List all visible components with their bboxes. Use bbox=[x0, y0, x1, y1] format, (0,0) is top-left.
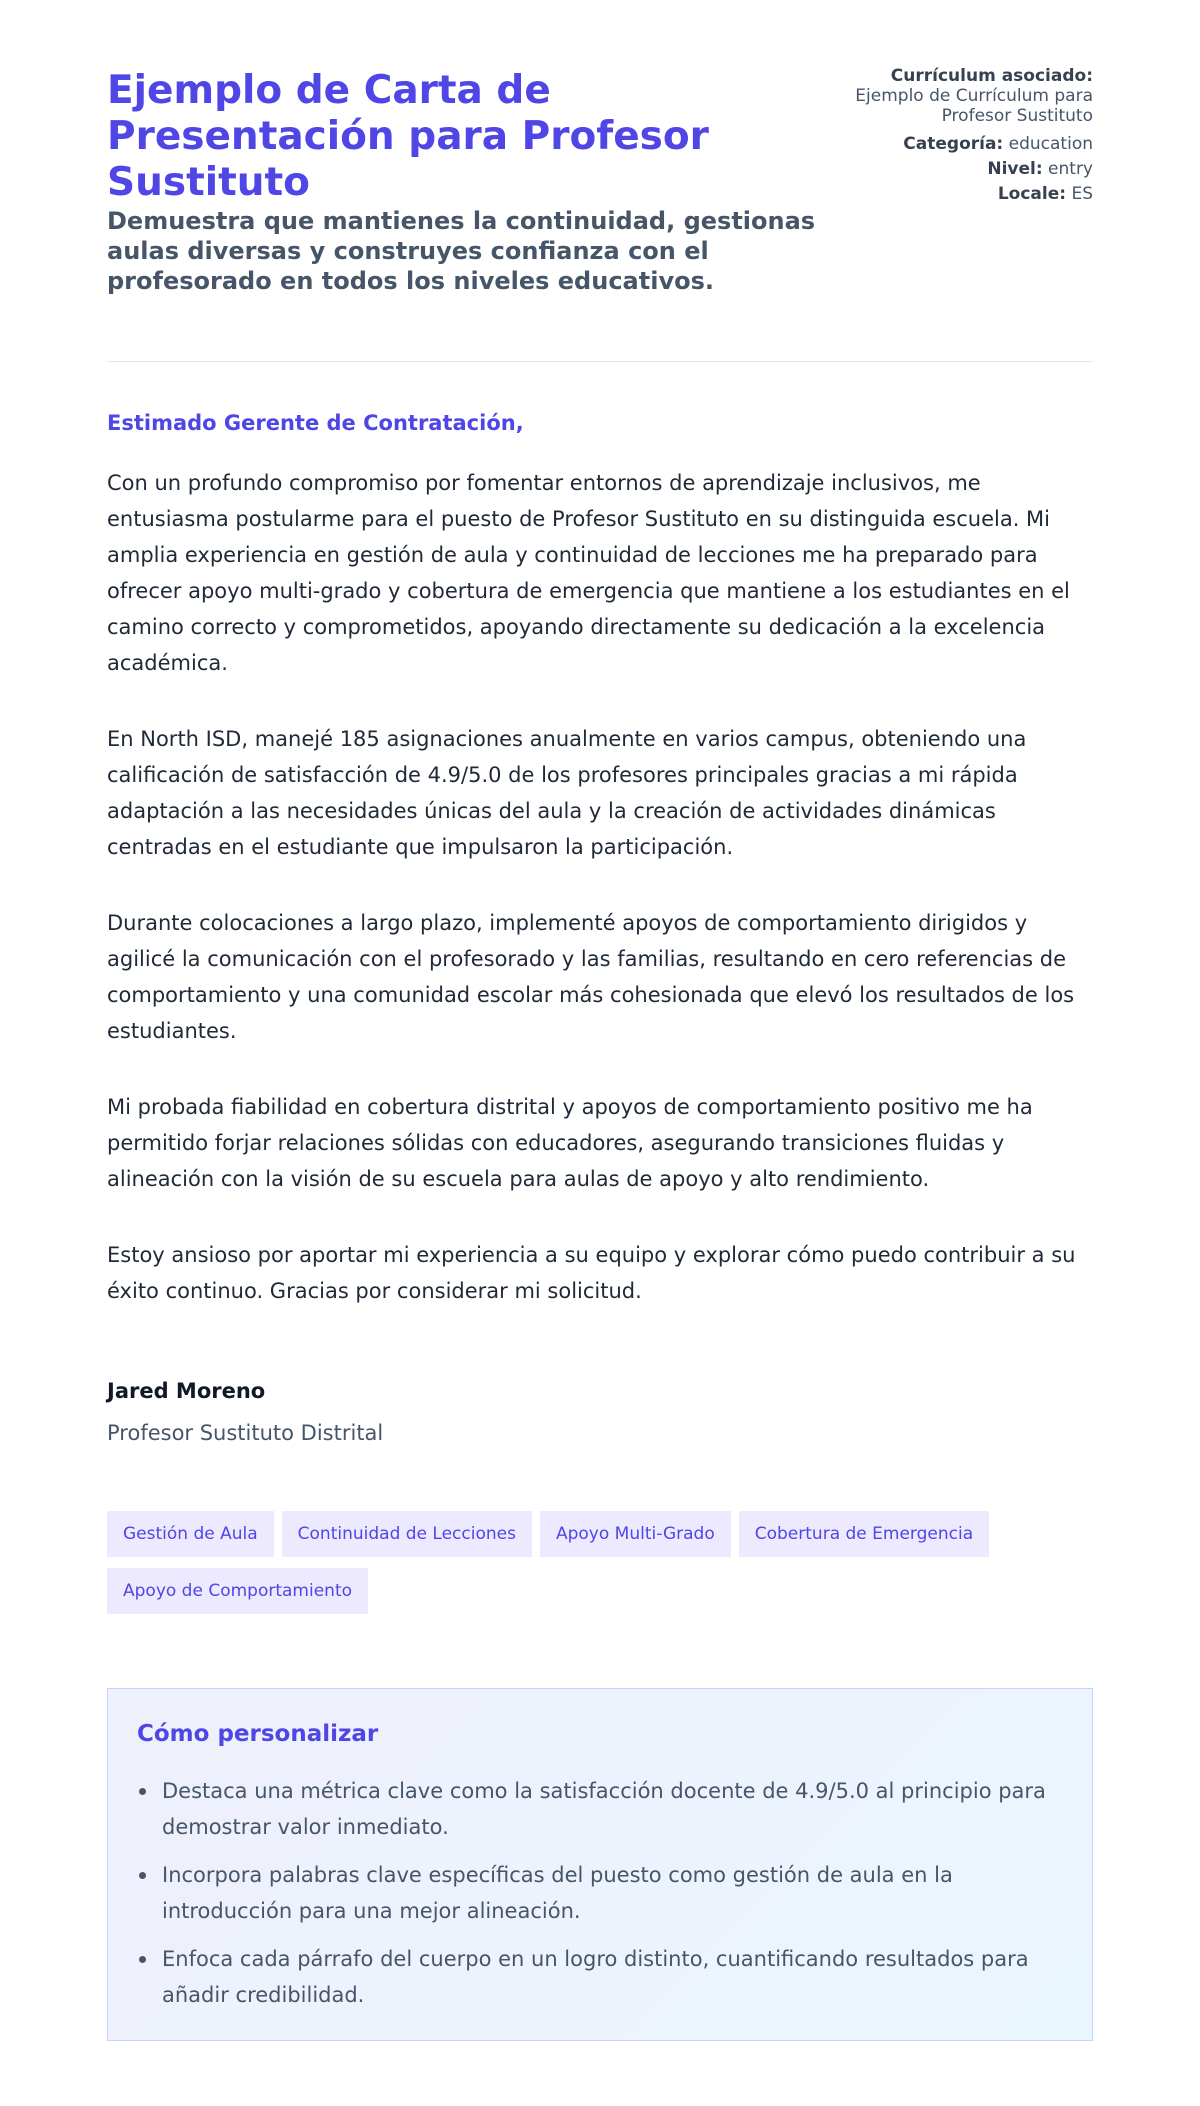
tip-item bbox=[137, 1773, 1057, 1845]
tip-item bbox=[137, 1857, 1057, 1929]
cover-letter-page bbox=[107, 0, 1093, 2007]
meta-level-label: Nivel: bbox=[987, 159, 1043, 179]
skill-tags bbox=[107, 1511, 1093, 1625]
meta-resume-value: Ejemplo de Currículum para Profesor Sustituto bbox=[855, 86, 1093, 126]
bullet-icon bbox=[139, 1872, 146, 1879]
tips-list bbox=[137, 1773, 1057, 2025]
page-title: Ejemplo de Carta de Presentación para Profesor Sustituto bbox=[107, 68, 709, 205]
page-subtitle: Demuestra que mantienes la continuidad, gestionas aulas diversas y construyes confianza con el profesorado en todos los niveles educativos. bbox=[107, 207, 816, 295]
tips-title: Cómo personalizar bbox=[137, 1721, 379, 1747]
skill-tag: Apoyo Multi-Grado bbox=[540, 1511, 731, 1557]
letter-paragraph: En North ISD, manejé 185 asignaciones anualmente en varios campus, obteniendo una calificación de satisfacción de 4.9/5.0 de los profesores principales gracias a mi rápida adaptación a las necesidades únicas del aula y la creación de actividades dinámicas centradas en el estudiante que impulsaron la participación. bbox=[107, 727, 1027, 859]
skill-tag: Apoyo de Comportamiento bbox=[107, 1568, 368, 1614]
skill-tag: Gestión de Aula bbox=[107, 1511, 274, 1557]
meta-locale-label: Locale: bbox=[997, 184, 1067, 204]
meta-associated-resume bbox=[833, 66, 1093, 126]
meta-resume-label: Currículum asociado: bbox=[890, 66, 1093, 86]
letter-salutation: Estimado Gerente de Contratación, bbox=[107, 411, 524, 435]
meta-locale bbox=[833, 182, 1093, 207]
tip-text: Incorpora palabras clave específicas del puesto como gestión de aula en la introducción para una mejor alineación. bbox=[162, 1863, 953, 1923]
skill-tag: Cobertura de Emergencia bbox=[739, 1511, 989, 1557]
metadata-panel bbox=[833, 66, 1093, 207]
meta-locale-value: ES bbox=[1071, 184, 1093, 204]
tip-text: Destaca una métrica clave como la satisfacción docente de 4.9/5.0 al principio para demostrar valor inmediato. bbox=[162, 1779, 1046, 1839]
meta-level bbox=[833, 157, 1093, 182]
tip-item bbox=[137, 1941, 1057, 2013]
bullet-icon bbox=[139, 1788, 146, 1795]
letter-paragraph: Durante colocaciones a largo plazo, implementé apoyos de comportamiento dirigidos y agilicé la comunicación con el profesorado y las familias, resultando en cero referencias de comportamiento y una comunidad escolar más cohesionada que elevó los resultados de los estudiantes. bbox=[107, 911, 1075, 1043]
letter-paragraph: Mi probada fiabilidad en cobertura distrital y apoyos de comportamiento positivo me ha permitido forjar relaciones sólidas con educadores, asegurando transiciones fluidas y alineación con la visión de su escuela para aulas de apoyo y alto rendimiento. bbox=[107, 1095, 1033, 1191]
meta-category bbox=[833, 132, 1093, 157]
header-divider bbox=[107, 361, 1093, 362]
letter-paragraph: Con un profundo compromiso por fomentar entornos de aprendizaje inclusivos, me entusiasma postularme para el puesto de Profesor Sustituto en su distinguida escuela. Mi amplia experiencia en gestión de aula y continuidad de lecciones me ha preparado para ofrecer apoyo multi-grado y cobertura de emergencia que mantiene a los estudiantes en el camino correcto y comprometidos, apoyando directamente su dedicación a la excelencia académica. bbox=[107, 471, 1070, 675]
customization-tips-box bbox=[107, 1688, 1093, 2041]
skill-tag: Continuidad de Lecciones bbox=[282, 1511, 532, 1557]
meta-category-value: education bbox=[1008, 134, 1093, 154]
letter-body bbox=[107, 465, 1093, 1349]
page-header bbox=[107, 0, 1093, 362]
bullet-icon bbox=[139, 1956, 146, 1963]
signature-name: Jared Moreno bbox=[107, 1379, 266, 1403]
meta-category-label: Categoría: bbox=[903, 134, 1004, 154]
meta-level-value: entry bbox=[1048, 159, 1093, 179]
tip-text: Enfoca cada párrafo del cuerpo en un logro distinto, cuantificando resultados para añadir credibilidad. bbox=[162, 1947, 1029, 2007]
letter-paragraph: Estoy ansioso por aportar mi experiencia a su equipo y explorar cómo puedo contribuir a su éxito continuo. Gracias por considerar mi solicitud. bbox=[107, 1243, 1076, 1303]
signature-title: Profesor Sustituto Distrital bbox=[107, 1421, 384, 1445]
